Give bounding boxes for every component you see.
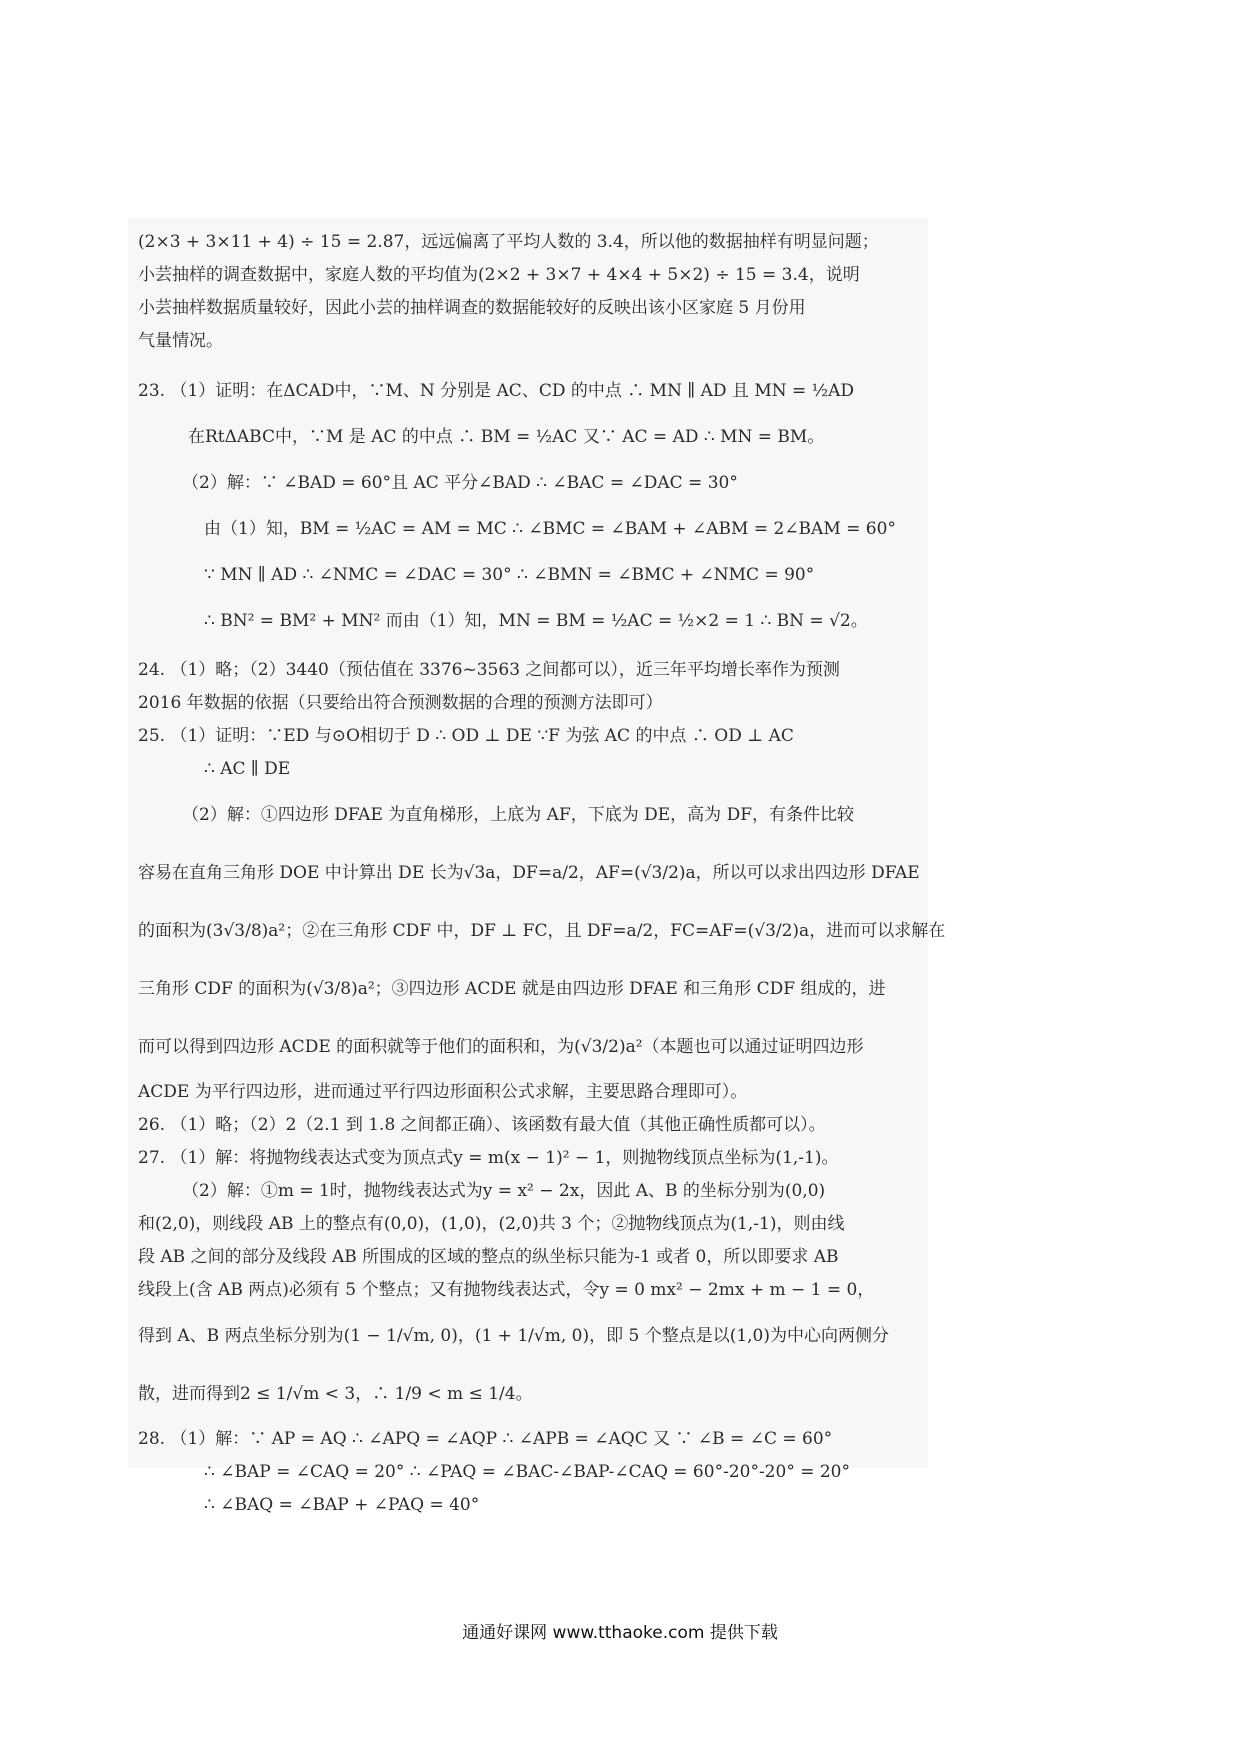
text-line: (2×3 + 3×11 + 4) ÷ 15 = 2.87，远远偏离了平均人数的 3.4，所以他的数据抽样有明显问题； bbox=[138, 232, 879, 252]
text-line: ∴ BN² = BM² + MN² 而由（1）知，MN = BM = ½AC = ½×2 = 1 ∴ BN = √2。 bbox=[204, 611, 868, 631]
text-line: 26. （1）略；（2）2（2.1 到 1.8 之间都正确）、该函数有最大值（其他正确性质都可以）。 bbox=[138, 1115, 826, 1135]
answer-document bbox=[138, 226, 946, 1522]
text-line: 小芸抽样的调查数据中，家庭人数的平均值为(2×2 + 3×7 + 4×4 + 5×2) ÷ 15 = 3.4，说明 bbox=[138, 265, 860, 285]
text-line: 24. （1）略；（2）3440（预估值在 3376~3563 之间都可以），近三年平均增长率作为预测 bbox=[138, 660, 840, 680]
question-27 bbox=[138, 1142, 898, 1423]
text-line: 得到 A、B 两点坐标分别为(1 − 1/√m, 0)，(1 + 1/√m, 0)，即 5 个整点是以(1,0)为中心向两侧分 bbox=[138, 1326, 890, 1346]
text-line: 27. （1）解：将抛物线表达式变为顶点式y = m(x − 1)² − 1，则抛物线顶点坐标为(1,-1)。 bbox=[138, 1148, 839, 1168]
text-line: 散，进而得到2 ≤ 1/√m < 3，∴ 1/9 < m ≤ 1/4。 bbox=[138, 1384, 533, 1404]
text-line: ∴ AC ∥ DE bbox=[204, 759, 291, 779]
text-line: ∵ MN ∥ AD ∴ ∠NMC = ∠DAC = 30° ∴ ∠BMN = ∠BMC + ∠NMC = 90° bbox=[204, 565, 815, 585]
text-line: 由（1）知，BM = ½AC = AM = MC ∴ ∠BMC = ∠BAM + ∠ABM = 2∠BAM = 60° bbox=[204, 519, 896, 539]
text-line: 三角形 CDF 的面积为(√3/8)a²；③四边形 ACDE 就是由四边形 DFAE 和三角形 CDF 组成的，进 bbox=[138, 979, 886, 999]
question-26 bbox=[138, 1109, 898, 1142]
text-line: 小芸抽样数据质量较好，因此小芸的抽样调查的数据能较好的反映出该小区家庭 5 月份用 bbox=[138, 298, 806, 318]
text-line: 23. （1）证明：在ΔCAD中，∵M、N 分别是 AC、CD 的中点 ∴ MN ∥ AD 且 MN = ½AD bbox=[138, 381, 855, 401]
text-line: ∴ ∠BAQ = ∠BAP + ∠PAQ = 40° bbox=[204, 1495, 480, 1515]
text-line: ∴ ∠BAP = ∠CAQ = 20° ∴ ∠PAQ = ∠BAC-∠BAP-∠CAQ = 60°-20°-20° = 20° bbox=[204, 1462, 850, 1482]
continuation-block bbox=[138, 226, 898, 358]
text-line: 的面积为(3√3/8)a²；②在三角形 CDF 中，DF ⊥ FC，且 DF=a/2，FC=AF=(√3/2)a，进而可以求解在 bbox=[138, 921, 946, 941]
text-line: 容易在直角三角形 DOE 中计算出 DE 长为√3a，DF=a/2，AF=(√3/2)a，所以可以求出四边形 DFAE bbox=[138, 863, 920, 883]
text-line: 段 AB 之间的部分及线段 AB 所围成的区域的整点的纵坐标只能为-1 或者 0，所以即要求 AB bbox=[138, 1247, 839, 1267]
text-line: 气量情况。 bbox=[138, 331, 223, 351]
text-line: 而可以得到四边形 ACDE 的面积就等于他们的面积和，为(√3/2)a²（本题也可以通过证明四边形 bbox=[138, 1037, 864, 1057]
footer-attribution: 通通好课网 www.tthaoke.com 提供下载 bbox=[462, 1623, 778, 1643]
text-line: 在RtΔABC中，∵M 是 AC 的中点 ∴ BM = ½AC 又∵ AC = AD ∴ MN = BM。 bbox=[188, 427, 825, 447]
text-line: ACDE 为平行四边形，进而通过平行四边形面积公式求解，主要思路合理即可）。 bbox=[138, 1082, 748, 1102]
text-line: 28. （1）解：∵ AP = AQ ∴ ∠APQ = ∠AQP ∴ ∠APB = ∠AQC 又 ∵ ∠B = ∠C = 60° bbox=[138, 1429, 833, 1449]
question-23 bbox=[138, 368, 898, 644]
text-line: （2）解：①m = 1时，抛物线表达式为y = x² − 2x，因此 A、B 的坐标分别为(0,0) bbox=[182, 1181, 826, 1201]
text-line: （2）解：∵ ∠BAD = 60°且 AC 平分∠BAD ∴ ∠BAC = ∠DAC = 30° bbox=[182, 473, 738, 493]
text-line: 线段上(含 AB 两点)必须有 5 个整点；又有抛物线表达式，令y = 0 mx² − 2mx + m − 1 = 0， bbox=[138, 1280, 875, 1300]
question-25 bbox=[138, 720, 946, 1109]
question-24 bbox=[138, 654, 898, 720]
question-28 bbox=[138, 1423, 898, 1522]
text-line: 和(2,0)，则线段 AB 上的整点有(0,0)，(1,0)，(2,0)共 3 个；②抛物线顶点为(1,-1)，则由线 bbox=[138, 1214, 845, 1234]
text-line: （2）解：①四边形 DFAE 为直角梯形，上底为 AF，下底为 DE，高为 DF，有条件比较 bbox=[182, 805, 855, 825]
text-line: 25. （1）证明：∵ED 与⊙O相切于 D ∴ OD ⊥ DE ∵F 为弦 AC 的中点 ∴ OD ⊥ AC bbox=[138, 726, 794, 746]
text-line: 2016 年数据的依据（只要给出符合预测数据的合理的预测方法即可） bbox=[138, 693, 663, 713]
